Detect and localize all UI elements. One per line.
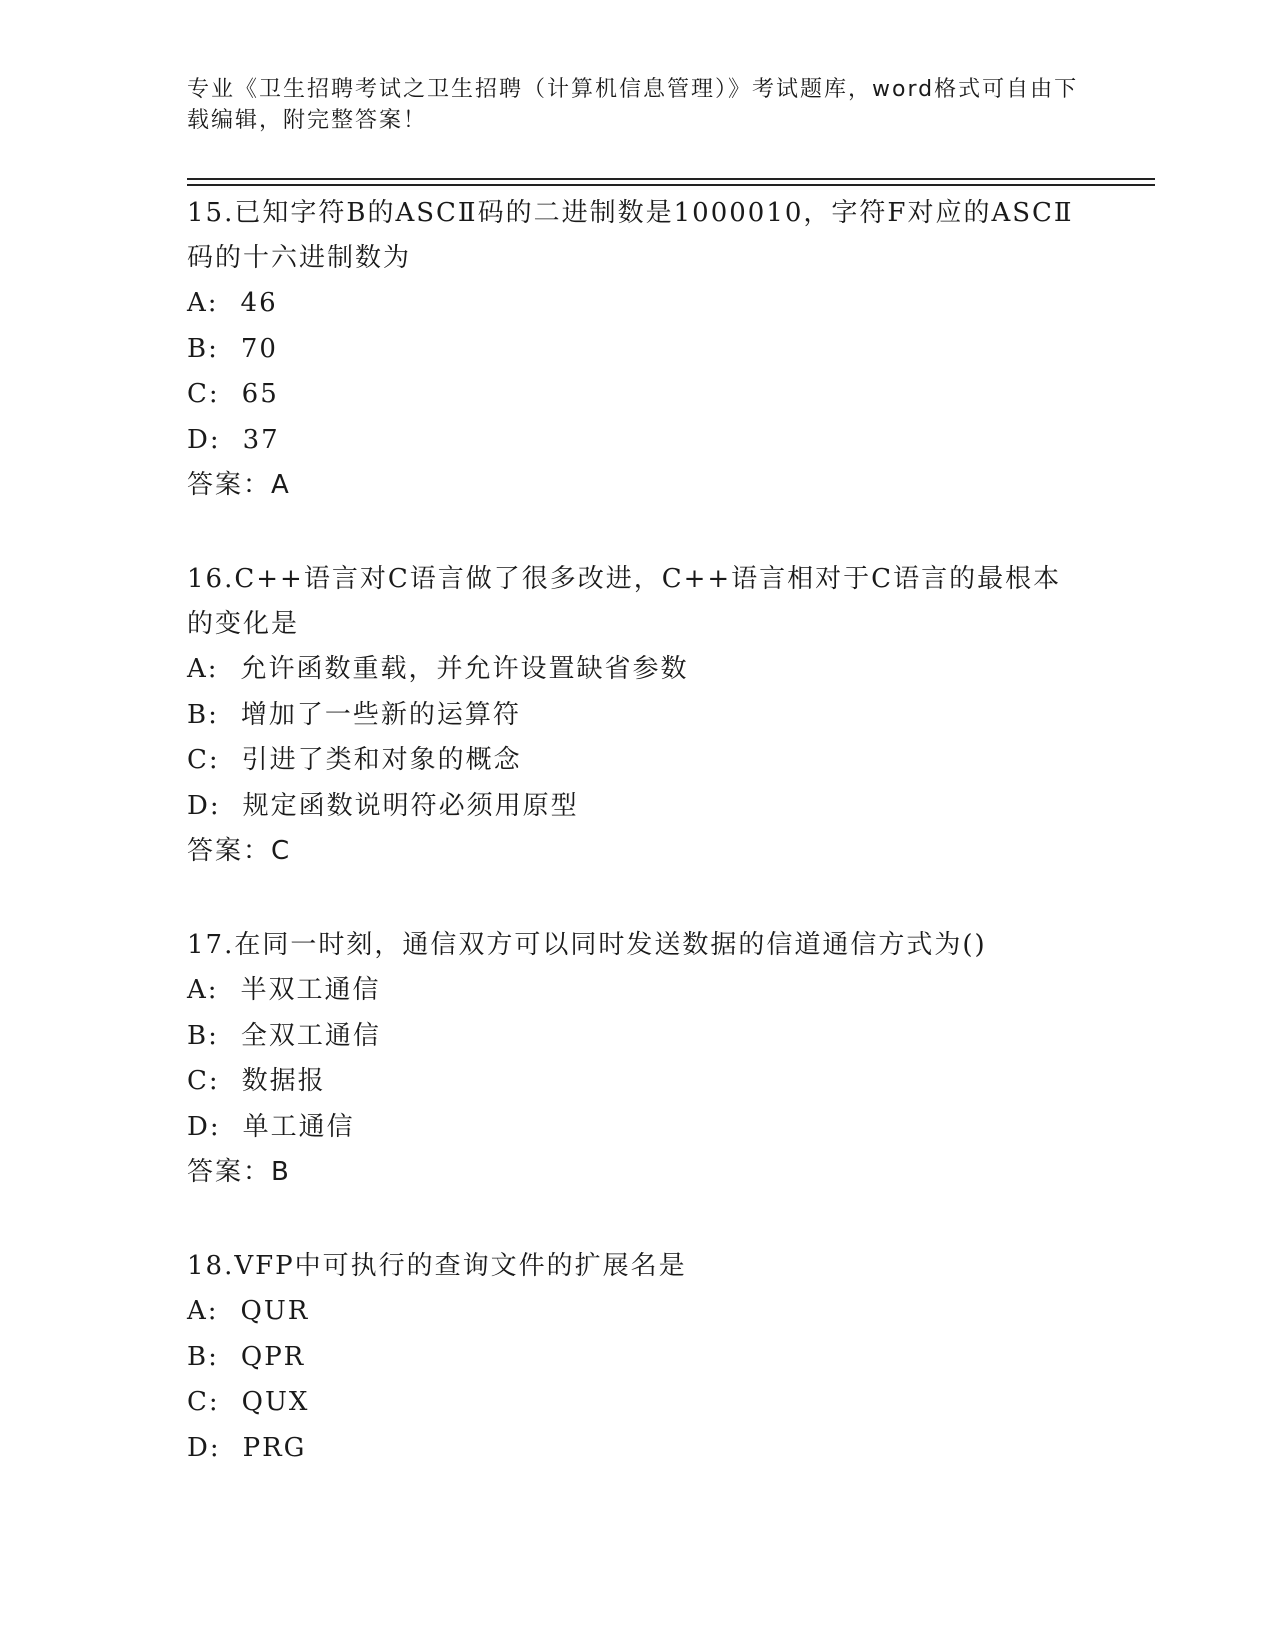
option-a: [187, 281, 1087, 327]
question-18: [187, 1244, 1087, 1471]
option-text: 增加了一些新的运算符: [240, 699, 521, 730]
option-letter: C:: [187, 1387, 220, 1417]
answer: 答案：B: [187, 1157, 291, 1187]
option-b: [187, 693, 1087, 739]
header-rule-top: [187, 178, 1155, 180]
answer: 答案：C: [187, 836, 292, 866]
question-stem: 18.VFP中可执行的查询文件的扩展名是: [187, 1251, 687, 1281]
option-c: [187, 1380, 1087, 1426]
option-d: [187, 418, 1087, 464]
question-stem: 17.在同一时刻，通信双方可以同时发送数据的信道通信方式为(): [187, 930, 987, 960]
question-15: [187, 191, 1087, 508]
option-letter: B:: [187, 1020, 219, 1051]
option-text: 数据报: [241, 1066, 326, 1096]
option-c: [187, 738, 1087, 784]
question-stem: 16.C++语言对C语言做了很多改进，C++语言相对于C语言的最根本的变化是: [187, 564, 1062, 639]
option-letter: D:: [187, 1111, 221, 1142]
question-16: [187, 557, 1087, 874]
option-d: [187, 784, 1087, 830]
option-text: PRG: [242, 1432, 307, 1463]
option-text: QUR: [240, 1296, 310, 1326]
option-letter: C:: [187, 745, 220, 775]
option-letter: A:: [187, 1296, 219, 1326]
header-rule-bottom: [187, 184, 1155, 186]
option-text: 单工通信: [242, 1111, 355, 1142]
question-list: [187, 191, 1087, 1520]
option-letter: C:: [187, 1066, 220, 1096]
option-b: [187, 1014, 1087, 1060]
option-letter: A:: [187, 288, 219, 318]
option-letter: D:: [187, 1432, 221, 1463]
option-letter: B:: [187, 699, 219, 730]
option-a: [187, 968, 1087, 1014]
document-header: 专业《卫生招聘考试之卫生招聘（计算机信息管理）》考试题库，word格式可自由下载编辑，附完整答案！: [187, 77, 1079, 133]
option-letter: D:: [187, 424, 221, 455]
option-letter: C:: [187, 379, 220, 409]
option-b: [187, 327, 1087, 373]
option-c: [187, 1059, 1087, 1105]
option-text: 引进了类和对象的概念: [241, 745, 522, 775]
option-text: 全双工通信: [240, 1020, 381, 1051]
answer: 答案：A: [187, 470, 291, 500]
option-letter: B:: [187, 333, 219, 364]
option-d: [187, 1105, 1087, 1151]
option-text: 规定函数说明符必须用原型: [242, 790, 579, 821]
option-a: [187, 1289, 1087, 1335]
option-letter: A:: [187, 975, 219, 1005]
option-text: 46: [240, 288, 278, 318]
option-text: 37: [242, 424, 280, 455]
option-text: QUX: [241, 1387, 310, 1417]
question-stem: 15.已知字符B的ASCⅡ码的二进制数是1000010，字符F对应的ASCⅡ码的十六进制数为: [187, 198, 1074, 273]
option-text: 65: [241, 379, 279, 409]
question-17: [187, 923, 1087, 1195]
option-a: [187, 647, 1087, 693]
option-letter: B:: [187, 1341, 219, 1372]
option-d: [187, 1426, 1087, 1472]
option-b: [187, 1335, 1087, 1381]
option-letter: D:: [187, 790, 221, 821]
option-text: 半双工通信: [240, 975, 381, 1005]
option-c: [187, 372, 1087, 418]
option-text: 70: [240, 333, 278, 364]
option-text: 允许函数重载，并允许设置缺省参数: [240, 654, 689, 684]
option-text: QPR: [240, 1341, 306, 1372]
option-letter: A:: [187, 654, 219, 684]
